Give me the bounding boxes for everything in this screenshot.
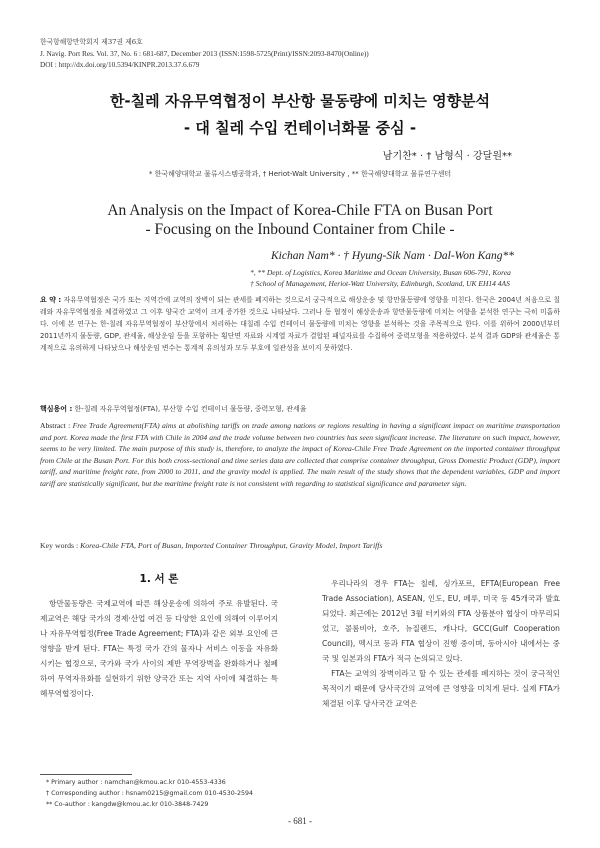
subtitle-english: - Focusing on the Inbound Container from Chile -: [145, 221, 455, 238]
abstract-english: [40, 420, 560, 490]
keywords-korean-label: 핵심용어 :: [40, 405, 73, 413]
footnote-corresponding-author: † Corresponding author : hsnam0215@gmail.com 010-4530-2594: [46, 790, 254, 797]
affiliation-english-1: *, ** Dept. of Logistics, Korea Maritime and Ocean University, Busan 606-791, Korea: [250, 268, 511, 277]
abstract-korean-text: 자유무역협정은 국가 또는 지역간에 교역의 장벽이 되는 관세를 폐지하는 것으로서 궁극적으로 해상운송 및 항만물동량에 영향을 미친다. 한국은 2004년 처음으로 칠레와 자유무역협정을 체결하였고 그 이후 양국간 교역이 크게 증가한 것으로 나타났다. 그러나 동 협정이 해상운송과 항만물동량에 미치는 여향을 분석한 연구는 극히 미흡하다. 이에 본 연구는 한-칠레 자유무역협정이 부산항에서 처리하는 대칠레 수입 컨테이너 물동량에 미치는 영향을 분석하는 것을 주목적으로 한다. 이를 위하여 2000년부터 2011년까지 물동량, GDP, 관세율, 해상운임 등을 포함하는 횡단면 자료와 시계열 자료가 결합된 패널자료를 수집하여 중력모형을 적용하였다. 분석 결과 GDP와 관세율은 통계적으로 유의하게 나타났으나 해상운임 변수는 통계적 유의성과 모두 부호에 일관성을 보이지 못하였다.: [40, 296, 560, 353]
footnote-divider: [40, 774, 132, 775]
body-paragraph: 우리나라의 경우 FTA는 칠레, 싱가포르, EFTA(European Free Trade Association), ASEAN, 인도, EU, 페루, 미국 등 45개국과 발효되었다. 최근에는 2012년 3월 터키와의 FTA 상품분야 협상이 마무리되었고, 콜롬비아, 호주, 뉴질랜드, 캐나다, GCC(Gulf Cooperation Council), 멕시코 등과 FTA 협상이 진행 중이며, 동아시아 내에서는 중국 및 일본과의 FTA가 적극 논의되고 있다.: [322, 579, 560, 663]
keywords-english-text: Korea-Chile FTA, Port of Busan, Imported Container Throughput, Gravity Model, Import Tariffs: [80, 541, 383, 550]
journal-header-doi[interactable]: DOI : http://dx.doi.org/10.5394/KINPR.2013.37.6.679: [40, 60, 200, 69]
keywords-korean: [40, 404, 560, 414]
keywords-korean-text: 한-칠레 자유무역협정(FTA), 부산항 수입 컨테이너 물동량, 중력모형, 관세율: [74, 405, 307, 413]
keywords-english-label: Key words :: [40, 541, 79, 550]
subtitle-korean: - 대 칠레 수입 컨테이너화물 중심 -: [183, 119, 417, 137]
abstract-english-text: Free Trade Agreement(FTA) aims at abolishing tariffs on trade among nations or regions resulting in having a significant impact on maritime transportation and port. Korea made the first FTA with Chile in 2004 and the trade volume between two countries has seen significant increase. The literature on such impact, however, seems to be very limited. The main purpose of this study is, therefore, to analyze the impact of Korea-Chile Free Trade Agreement on the imported container throughput from Chile at the Busan Port. For this both cross-sectional and time series data are collected that comprise container throughput, Gross Domestic Product (GDP), import tariff, and maritime freight rate, from 2000 to 2011, and the gravity model is applied. The main result of the study shows that the dependent variables, GDP and import tariff are statistically significant, but the maritime freight rate is not consistent with regarding to statistical significance and parameter sign.: [40, 421, 560, 488]
abstract-korean: [40, 294, 560, 354]
keywords-english: [40, 541, 560, 550]
abstract-english-label: Abstract :: [40, 421, 71, 430]
authors-english: Kichan Nam* · † Hyung-Sik Nam · Dal-Won Kang**: [271, 250, 514, 262]
body-column-right: [322, 576, 560, 711]
title-english: An Analysis on the Impact of Korea-Chile FTA on Busan Port: [107, 202, 493, 219]
footnote-co-author: ** Co-author : kangdw@kmou.ac.kr 010-3848-7429: [46, 801, 209, 808]
body-paragraph: 항만물동량은 국제교역에 따른 해상운송에 의하여 주로 유발된다. 국제교역은 해당 국가의 경제·산업 여건 등 다양한 요인에 의해여 이루어지나 자유무역협정(Free Trade Agreement; FTA)과 같은 외부 요인에 큰 영향을 받게 된다. FTA는 특정 국가 간의 물자나 서비스 이동을 자유화시키는 협정으로, 국가와 국가 사이의 제반 무역장벽을 완화하거나 철폐하여 무역자유화를 실현하기 위한 양국간 또는 지역 사이에 체결하는 특혜무역협정이다.: [40, 599, 278, 698]
authors-korean: 남기찬* · † 남형식 · 강달원**: [382, 151, 512, 162]
page-number: - 681 -: [288, 816, 312, 826]
affiliation-korean: * 한국해양대학교 물류시스템공학과, † Heriot-Walt University , ** 한국해양대학교 물류연구센터: [148, 170, 452, 178]
body-column-left: [40, 596, 278, 701]
body-paragraph: FTA는 교역의 장벽이라고 할 수 있는 관세를 폐지하는 것이 궁극적인 목적이기 때문에 당사국간의 교역에 큰 영향을 미치게 된다. 실제 FTA가 체결된 이후 당사국간 교역은: [322, 669, 560, 708]
footnote-primary-author: * Primary author : namchan@kmou.ac.kr 010-4553-4336: [46, 779, 226, 786]
affiliation-english-2: † School of Management, Heriot-Watt University, Edinburgh, Scotland, UK EH14 4AS: [250, 279, 510, 288]
journal-header-citation: J. Navig. Port Res. Vol. 37, No. 6 : 681-687, December 2013 (ISSN:1598-5725(Print)/ISSN:2093-8470(Online)): [40, 49, 369, 58]
section-heading-introduction: 1. 서 론: [139, 573, 179, 585]
abstract-korean-label: 요 약 :: [40, 296, 62, 304]
journal-header-korean: 한국항해항만학회지 제37권 제6호: [40, 38, 143, 46]
title-korean: 한-칠레 자유무역협정이 부산항 물동량에 미치는 영향분석: [109, 92, 491, 110]
